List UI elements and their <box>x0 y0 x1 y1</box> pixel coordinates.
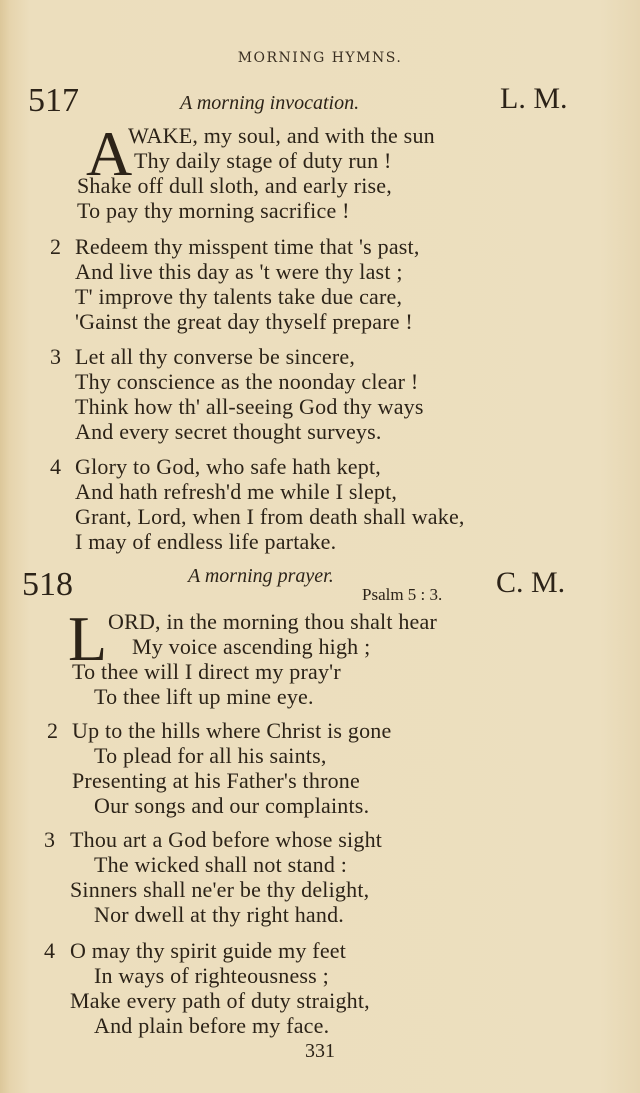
stanza-number: 4 <box>44 938 55 963</box>
verse-line: WAKE, my soul, and with the sun <box>128 123 435 148</box>
hymn-number: 517 <box>28 82 79 119</box>
stanza-number: 3 <box>44 827 55 852</box>
verse-line: Presenting at his Father's throne <box>72 768 360 793</box>
verse-line: Redeem thy misspent time that 's past, <box>75 234 420 259</box>
running-head: MORNING HYMNS. <box>237 50 403 66</box>
hymn-meter: C. M. <box>496 566 566 599</box>
verse-line: And hath refresh'd me while I slept, <box>75 479 398 504</box>
stanza-number: 4 <box>50 454 61 479</box>
drop-cap: L <box>68 603 108 674</box>
hymn-meter: L. M. <box>500 82 568 115</box>
scripture-reference: Psalm 5 : 3. <box>362 585 443 604</box>
verse-line: Thy daily stage of duty run ! <box>134 148 392 173</box>
verse-line: Let all thy converse be sincere, <box>75 344 356 369</box>
verse-line: And every secret thought surveys. <box>75 419 382 444</box>
verse-line: To pay thy morning sacrifice ! <box>77 198 350 223</box>
verse-line: To plead for all his saints, <box>94 743 327 768</box>
verse-line: In ways of righteousness ; <box>94 963 329 988</box>
verse-line: Think how th' all-seeing God thy ways <box>75 394 424 419</box>
hymn-title: A morning prayer. <box>188 565 334 587</box>
verse-line: Make every path of duty straight, <box>70 988 370 1013</box>
verse-line: Thou art a God before whose sight <box>70 827 383 852</box>
verse-line: T' improve thy talents take due care, <box>75 284 403 309</box>
verse-line: Our songs and our complaints. <box>94 793 370 818</box>
verse-line: My voice ascending high ; <box>132 634 371 659</box>
verse-line: 'Gainst the great day thyself prepare ! <box>75 309 413 334</box>
verse-line: To thee will I direct my pray'r <box>72 659 341 684</box>
drop-cap: A <box>86 118 133 189</box>
verse-line: Up to the hills where Christ is gone <box>72 718 392 743</box>
verse-line: And plain before my face. <box>94 1013 330 1038</box>
verse-line: The wicked shall not stand : <box>94 852 348 877</box>
stanza-number: 2 <box>50 234 61 259</box>
stanza-number: 3 <box>50 344 61 369</box>
verse-line: ORD, in the morning thou shalt hear <box>108 609 438 634</box>
hymn-title: A morning invocation. <box>180 92 360 114</box>
verse-line: To thee lift up mine eye. <box>94 684 314 709</box>
verse-line: And live this day as 't were thy last ; <box>75 259 403 284</box>
page-number: 331 <box>305 1040 335 1062</box>
verse-line: O may thy spirit guide my feet <box>70 938 347 963</box>
stanza-number: 2 <box>47 718 58 743</box>
verse-line: Thy conscience as the noonday clear ! <box>75 369 419 394</box>
verse-line: I may of endless life partake. <box>75 529 337 554</box>
hymn-number: 518 <box>22 566 73 603</box>
verse-line: Shake off dull sloth, and early rise, <box>77 173 392 198</box>
verse-line: Glory to God, who safe hath kept, <box>75 454 381 479</box>
verse-line: Sinners shall ne'er be thy delight, <box>70 877 370 902</box>
verse-line: Nor dwell at thy right hand. <box>94 902 344 927</box>
verse-line: Grant, Lord, when I from death shall wake, <box>75 504 465 529</box>
